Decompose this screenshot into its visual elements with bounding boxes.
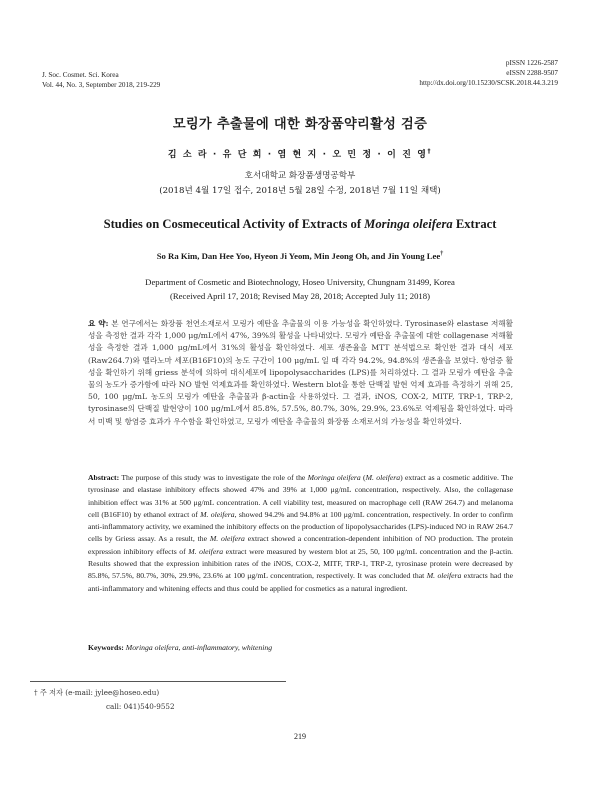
korean-authors [0, 147, 600, 160]
korean-affiliation: 호서대학교 화장품생명공학부 [244, 171, 356, 181]
journal-header-right [419, 58, 558, 88]
english-abstract-label: Abstract: [88, 473, 120, 482]
korean-abstract-text: 본 연구에서는 화장품 천연소재로서 모링가 예탄올 추출물의 이용 가능성을 확인하였다. Tyrosinase와 elastase 저해활성을 측정한 결과 각각 1,000 μg/mL에서 47%, 39%의 활성을 나타내었다. 모링가 예탄올 추출물에 대한 collagenase 저해활성을 측정한 결과 1,000 μg/mL에서 31%의 활성을 확인하였다. 세포 생존율을 MTT 분석법으로 확인한 결과 대식 세포(Raw264.7)와 멜라노마 세포(B16F10)의 농도 구간이 100 μg/mL 일 때 각각 94.2%, 94.8%의 생존율을 보였다. 항염증 활성을 확인하기 위해 griess 분석에 의하여 대식세포에 lipopolysaccharides (LPS)를 처리하였다. 그 결과 모링가 예탄올 추출물의 농도가 증가함에 따라 NO 발현 억제효과를 확인하였다. Western blot을 통한 단백질 발현 억제 효과를 측정하기 위해 25, 50, 100 μg/mL 농도의 모링가 예탄올 추출물과 β-actin을 사용하였다. 그 결과, iNOS, COX-2, MITF, TRP-1, TRP-2, tyrosinase의 단백질 발현양이 100 μg/mL에서 85.8%, 57.5%, 80.7%, 30%, 29.9%, 23.6%로 억제됨을 확인하였다. 따라서 미백 및 항염증 효과가 우수함을 확인하였고, 모링가 예탄올 추출물의 화장품 소재로서의 가능성을 확인하였다. [88, 319, 513, 426]
english-title-species: Moringa oleifera [364, 217, 453, 231]
english-affiliation-block [0, 275, 600, 303]
footnote [34, 686, 175, 714]
korean-dates: (2018년 4월 17일 접수, 2018년 5월 28일 수정, 2018년 7월 11일 채택) [159, 186, 441, 196]
keywords-line [88, 643, 513, 652]
footnote-phone: call: 041)540-9552 [106, 702, 175, 711]
english-authors [0, 251, 600, 261]
english-title-prefix: Studies on Cosmeceutical Activity of Extracts of [103, 217, 365, 231]
abstract-text: ) extract as a cosmetic additive. The tyrosinase and elastase inhibitory effects showed 47% and 39% at 1,000 μg/mL concentration, respectively. Also, the collagenase inhibition effect was 31% at 500 μg/mL concentration. A cell viability test, measured on macrophage cell (RAW 264.7) and melanoma cell (B16F10) by ethanol extract of [88, 473, 513, 519]
doi-link[interactable]: http://dx.doi.org/10.15230/SCSK.2018.44.3.219 [419, 79, 558, 87]
journal-name: J. Soc. Cosmet. Sci. Korea [42, 71, 119, 79]
abstract-text: The purpose of this study was to investigate the role of the [119, 473, 308, 482]
korean-affiliation-block [0, 169, 600, 199]
korean-title: 모링가 추출물에 대한 화장품약리활성 검증 [172, 117, 428, 132]
keywords-text: Moringa oleifera, anti-inflammatory, whitening [125, 643, 273, 652]
abstract-text: extracts had the anti-inflammatory and whitening effects and thus could be applied for cosmetics as a natural ingredient. [88, 571, 513, 593]
journal-header-left [42, 70, 160, 90]
korean-author-mark: † [427, 148, 433, 155]
english-title-suffix: Extract [452, 217, 497, 231]
page-number: 219 [294, 732, 306, 741]
footnote-email: † 주 저자 (e-mail: jylee@hoseo.edu) [34, 688, 160, 697]
volume-info: Vol. 44, No. 3, September 2018, 219-229 [42, 81, 161, 89]
species-name: M. oleifera [200, 509, 235, 519]
english-author-list: So Ra Kim, Dan Hee Yoo, Hyeon Ji Yeom, Min Jeong Oh, and Jin Young Lee [156, 251, 441, 261]
species-name: M. oleifera [188, 546, 224, 556]
species-name: M. oleifera [209, 534, 245, 544]
species-name: M. oleifera [426, 571, 462, 581]
english-title [0, 217, 600, 232]
english-author-mark: † [440, 251, 444, 258]
english-dates: (Received April 17, 2018; Revised May 28, 2018; Accepted July 11; 2018) [169, 291, 431, 301]
korean-abstract [88, 318, 513, 428]
abstract-text: ( [360, 473, 366, 482]
korean-abstract-label: 요 약: [88, 319, 109, 328]
species-name: Moringa oleifera [307, 473, 361, 482]
footnote-divider [30, 681, 286, 682]
abstract-text: extract were measured by western blot at 25, 50, 100 μg/mL concentration and the β-actin. Results showed that the expression inhibition rates of the iNOS, COX-2, MITF, TRP-1, TRP-2, tyrosinase protein were decreased by 85.8%, 57.5%, 80.7%, 30%, 29.9%, 23.6% at 100 μg/mL concentration, respectively. It was concluded that [88, 546, 513, 581]
abstract-text: extract showed a concentration-dependent inhibition of NO production. The protein expression inhibitory effects of [88, 534, 513, 556]
abstract-text: , showed 94.2% and 94.8% at 100 μg/mL concentration, respectively. In order to confirm anti-inflammatory activity, we examined the inhibitory effects on the production of lipopolysaccharides (LPS)-induced NO in RAW 264.7 cells by Griess assay. As a result, the [88, 509, 514, 544]
species-name: M. oleifera [365, 473, 401, 482]
korean-author-list: 김 소 라 · 유 단 희 · 염 현 지 · 오 민 정 · 이 진 영 [167, 150, 428, 160]
eissn: eISSN 2288-9507 [506, 69, 558, 77]
english-affiliation: Department of Cosmetic and Biotechnology, Hoseo University, Chungnam 31499, Korea [145, 277, 455, 287]
pissn: pISSN 1226-2587 [505, 59, 558, 67]
english-abstract [88, 472, 513, 595]
keywords-label: Keywords: [88, 643, 124, 652]
